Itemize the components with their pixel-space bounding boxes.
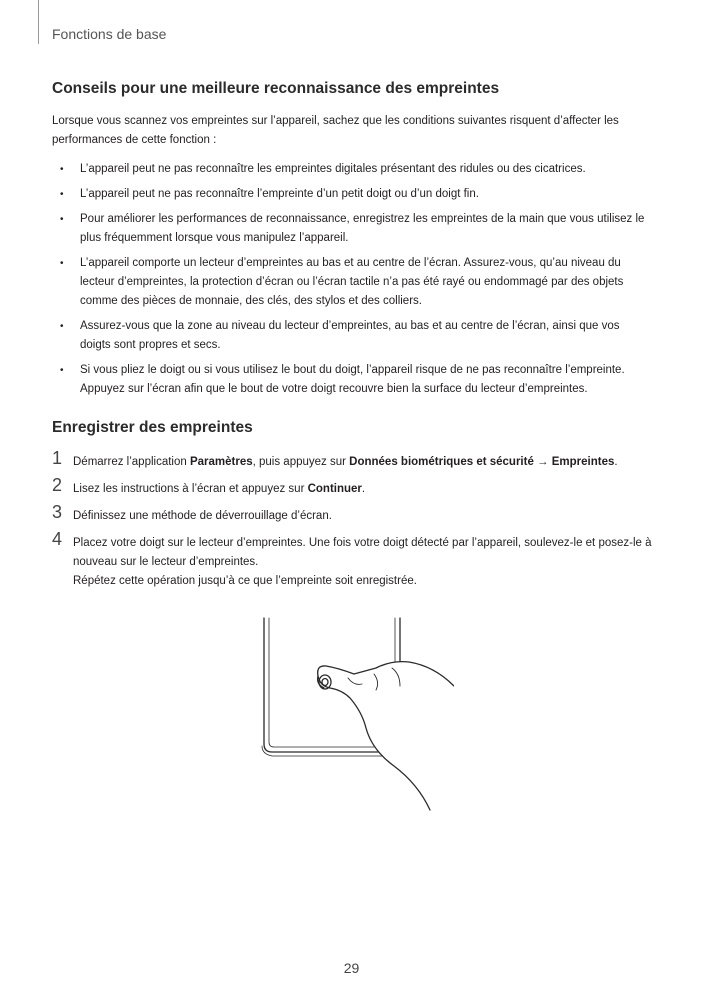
tips-list — [52, 160, 652, 399]
list-item — [52, 160, 652, 179]
step-text: Démarrez l’application — [73, 456, 190, 468]
tip-text: L’appareil peut ne pas reconnaître l’empreinte d’un petit doigt ou d’un doigt fin. — [80, 188, 479, 200]
step-number: 2 — [52, 475, 63, 495]
step-ui-label: Paramètres — [189, 456, 253, 468]
step-ui-label: Empreintes — [551, 456, 615, 468]
tip-text: L’appareil comporte un lecteur d’empreintes au bas et au centre de l’écran. Assurez-vous, qu’au niveau du lecteur d’empreintes, la protection d’écran ou l’écran tactile n’a pas été rayé ou endommagé par des objets comme des pièces de monnaie, des clés, des stylos et des colliers. — [80, 257, 624, 307]
step-number: 3 — [52, 502, 63, 522]
intro-paragraph: Lorsque vous scannez vos empreintes sur l’appareil, sachez que les conditions suivantes risquent d’affecter les performances de cette fonction : — [52, 115, 619, 146]
list-item — [52, 317, 652, 355]
bullet-icon: • — [60, 164, 64, 175]
list-item — [52, 185, 652, 204]
step-arrow: → — [533, 456, 552, 468]
step-text: , puis appuyez sur — [252, 456, 350, 468]
main-content — [52, 80, 652, 599]
bullet-icon: • — [60, 365, 64, 376]
step-item — [52, 448, 652, 472]
running-header: Fonctions de base — [52, 26, 167, 42]
tip-text: L’appareil peut ne pas reconnaître les empreintes digitales présentant des ridules ou des cicatrices. — [80, 163, 586, 175]
step-text: . — [614, 456, 618, 468]
step-ui-label: Données biométriques et sécurité — [349, 456, 534, 468]
steps-list — [52, 448, 652, 591]
page-number: 29 — [343, 960, 360, 976]
tip-text: Assurez-vous que la zone au niveau du lecteur d’empreintes, au bas et au centre de l’écran, ainsi que vos doigts sont propres et secs. — [80, 320, 620, 351]
step-item — [52, 529, 652, 591]
section-title-register: Enregistrer des empreintes — [52, 419, 253, 436]
bullet-icon: • — [60, 189, 64, 200]
step-number: 4 — [52, 529, 63, 549]
bullet-icon: • — [60, 214, 64, 225]
bullet-icon: • — [60, 321, 64, 332]
list-item — [52, 361, 652, 399]
list-item — [52, 210, 652, 248]
step-ui-label: Continuer — [307, 483, 362, 495]
tip-text: Si vous pliez le doigt ou si vous utilisez le bout du doigt, l’appareil risque de ne pas reconnaître l’empreinte. Appuyez sur l’écran afin que le bout de votre doigt recouvre bien la surface du lecteur d’empreintes. — [80, 364, 625, 395]
step-text: . — [361, 483, 366, 495]
step-item — [52, 502, 652, 526]
bullet-icon: • — [60, 258, 64, 269]
header-rule — [38, 0, 39, 44]
list-item — [52, 254, 652, 311]
section-title-tips: Conseils pour une meilleure reconnaissance des empreintes — [52, 80, 500, 97]
step-text: Définissez une méthode de déverrouillage d’écran. — [73, 510, 332, 522]
step-item — [52, 475, 652, 499]
step-text: Lisez les instructions à l’écran et appuyez sur — [73, 483, 308, 495]
step-text: Répétez cette opération jusqu’à ce que l’empreinte soit enregistrée. — [73, 575, 417, 587]
step-number: 1 — [52, 448, 63, 468]
step-text: Placez votre doigt sur le lecteur d’empreintes. Une fois votre doigt détecté par l’appareil, soulevez-le et posez-le à nouveau sur le lecteur d’empreintes. — [73, 537, 652, 568]
tip-text: Pour améliorer les performances de reconnaissance, enregistrez les empreintes de la main que vous utilisez le plus fréquemment lorsque vous manipulez l’appareil. — [80, 213, 645, 244]
hand-on-phone-fingerprint-illustration — [254, 616, 454, 812]
